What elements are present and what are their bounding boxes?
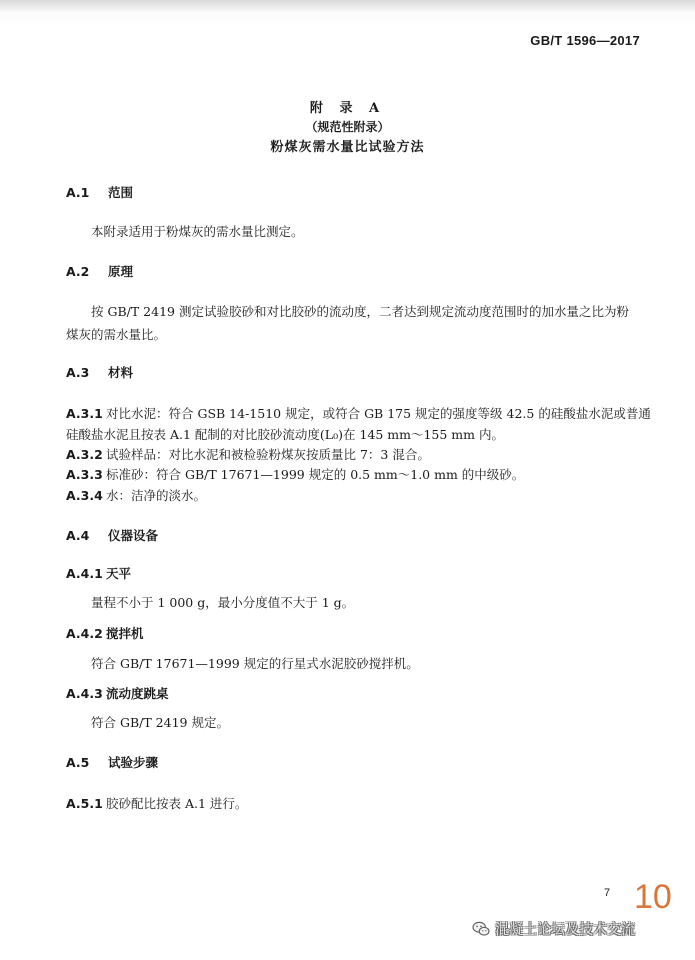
clause-text: 水：洁净的淡水。 [106, 488, 207, 503]
clause-a43-text: 符合 GB/T 2419 规定。 [91, 715, 229, 730]
clause-number: A.4.1 [66, 566, 103, 581]
section-title: 范围 [108, 185, 134, 200]
clause-a42-text: 符合 GB/T 17671—1999 规定的行星式水泥胶砂搅拌机。 [91, 656, 419, 671]
clause-a41-heading [66, 564, 131, 582]
annex-name: 粉煤灰需水量比试验方法 [270, 140, 425, 155]
clause-a31-line2: 硅酸盐水泥且按表 A.1 配制的对比胶砂流动度(L₀)在 145 mm～155 mm 内。 [66, 427, 504, 442]
page-stamp-number: 10 [634, 878, 672, 916]
section-a2-text-line2: 煤灰的需水量比。 [66, 327, 167, 342]
clause-a41-text: 量程不小于 1 000 g，最小分度值不大于 1 g。 [91, 595, 355, 610]
clause-a51 [66, 794, 247, 812]
clause-number: A.3.1 [66, 406, 103, 421]
clause-a34 [66, 486, 206, 504]
section-number: A.4 [66, 528, 90, 543]
clause-title: 流动度跳桌 [106, 686, 169, 701]
clause-number: A.3.2 [66, 447, 103, 462]
clause-number: A.4.3 [66, 686, 103, 701]
clause-a43-heading [66, 684, 169, 702]
watermark [472, 919, 635, 939]
clause-text: 对比水泥：符合 GSB 14-1510 规定，或符合 GB 175 规定的强度等级 42.5 的硅酸盐水泥或普通 [106, 406, 651, 421]
clause-a31-line1 [66, 404, 651, 422]
clause-number: A.4.2 [66, 626, 103, 641]
section-a1-text: 本附录适用于粉煤灰的需水量比测定。 [91, 224, 304, 239]
watermark-text: 混凝土论坛及技术交流 [495, 922, 635, 938]
section-a5-heading [66, 753, 158, 771]
clause-number: A.5.1 [66, 796, 103, 811]
section-title: 原理 [108, 264, 134, 279]
section-a3-heading [66, 363, 133, 381]
section-title: 试验步骤 [108, 755, 159, 770]
section-title: 材料 [108, 365, 134, 380]
clause-a33 [66, 465, 524, 483]
clause-number: A.3.4 [66, 488, 103, 503]
standard-code: GB/T 1596—2017 [530, 33, 640, 48]
clause-text: 标准砂：符合 GB/T 17671—1999 规定的 0.5 mm～1.0 mm 的中级砂。 [106, 467, 525, 482]
clause-text: 试验样品：对比水泥和被检验粉煤灰按质量比 7：3 混合。 [106, 447, 430, 462]
clause-text: 胶砂配比按表 A.1 进行。 [106, 796, 248, 811]
annex-title: 附 录 A [309, 101, 386, 116]
section-a2-text-line1: 按 GB/T 2419 测定试验胶砂和对比胶砂的流动度，二者达到规定流动度范围时的加水量之比为粉 [91, 304, 629, 319]
clause-a32 [66, 445, 430, 463]
scan-edge [0, 0, 695, 14]
clause-title: 搅拌机 [106, 626, 144, 641]
section-number: A.3 [66, 365, 90, 380]
clause-title: 天平 [106, 566, 132, 581]
page-number: 7 [604, 887, 611, 899]
section-number: A.2 [66, 264, 90, 279]
clause-number: A.3.3 [66, 467, 103, 482]
section-number: A.5 [66, 755, 90, 770]
wechat-icon [472, 921, 490, 937]
section-a4-heading [66, 526, 158, 544]
clause-a42-heading [66, 624, 144, 642]
section-number: A.1 [66, 185, 90, 200]
section-a1-heading [66, 183, 133, 201]
annex-normative: （规范性附录） [305, 120, 390, 134]
section-a2-heading [66, 262, 133, 280]
section-title: 仪器设备 [108, 528, 159, 543]
